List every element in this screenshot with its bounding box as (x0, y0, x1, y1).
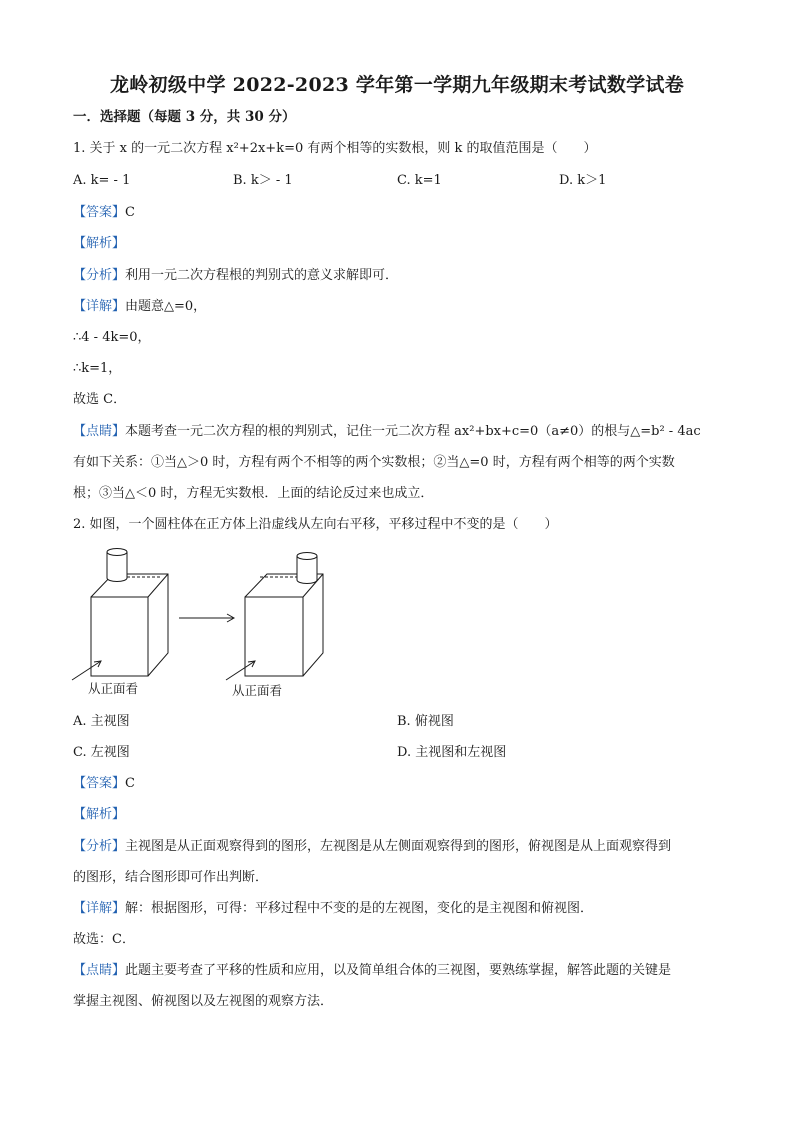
q1-dianjing-line3: 根；③当△＜0 时，方程无实数根．上面的结论反过来也成立． (73, 486, 434, 501)
right-arrow (179, 614, 234, 622)
page-title: 龙岭初级中学 2022-2023 学年第一学期九年级期末考试数学试卷 (109, 74, 685, 96)
xiangjie-text: 解：根据图形，可得：平移过程中不变的是的左视图，变化的是主视图和俯视图． (125, 901, 594, 916)
left-cube (91, 574, 168, 676)
answer-value: C (125, 205, 135, 220)
q2-fenxi-line1 (73, 838, 671, 856)
fenxi-tag: 【分析】 (73, 839, 126, 854)
xiangjie-tag: 【详解】 (73, 299, 126, 314)
dianjing-tag: 【点睛】 (73, 963, 126, 978)
q1-option-b: B. k＞ - 1 (233, 173, 293, 188)
q1-step2: ∴k=1， (73, 361, 122, 376)
right-cylinder (297, 553, 317, 584)
section-heading: 一．选择题（每题 3 分，共 30 分） (73, 109, 296, 125)
q1-analysis-tag: 【解析】 (73, 236, 126, 251)
q2-stem: 2. 如图，一个圆柱体在正方体上沿虚线从左向右平移，平移过程中不变的是（ ） (73, 517, 558, 532)
right-view-label: 从正面看 (232, 683, 283, 698)
q2-dianjing-line1 (73, 962, 671, 980)
right-cube (245, 574, 323, 676)
left-view-label: 从正面看 (88, 681, 139, 696)
q2-choose: 故选：C． (73, 932, 135, 947)
q2-option-d: D. 主视图和左视图 (397, 745, 507, 760)
xiangjie-text: 由题意△=0， (125, 299, 207, 314)
q2-fenxi-line2: 的图形，结合图形即可作出判断． (73, 870, 269, 885)
q2-analysis-tag: 【解析】 (73, 807, 126, 822)
q1-choose: 故选 C． (73, 392, 127, 407)
q1-option-d: D. k＞1 (559, 173, 607, 188)
q1-option-a: A. k= - 1 (73, 173, 131, 188)
fenxi-tag: 【分析】 (73, 268, 126, 283)
q1-answer (73, 204, 135, 222)
fenxi-text: 主视图是从正面观察得到的图形，左视图是从左侧面观察得到的图形，俯视图是从上面观察得到 (125, 839, 672, 854)
q1-fenxi (73, 267, 398, 285)
q1-option-c: C. k=1 (397, 173, 442, 188)
q1-xiangjie (73, 298, 206, 316)
q2-option-b: B. 俯视图 (397, 714, 454, 729)
left-cylinder (107, 549, 127, 582)
dianjing-text: 此题主要考查了平移的性质和应用，以及简单组合体的三视图，要熟练掌握，解答此题的关键是 (125, 963, 672, 978)
q1-step1: ∴4 - 4k=0， (73, 330, 151, 345)
q1-stem: 1. 关于 x 的一元二次方程 x²+2x+k=0 有两个相等的实数根，则 k 的取值范围是（ ） (73, 141, 597, 156)
dianjing-text: 本题考查一元二次方程的根的判别式，记住一元二次方程 ax²+bx+c=0（a≠0）的根与△=b² - 4ac (125, 424, 701, 439)
answer-tag: 【答案】 (73, 205, 126, 220)
answer-tag: 【答案】 (73, 776, 126, 791)
xiangjie-tag: 【详解】 (73, 901, 126, 916)
q2-xiangjie (73, 900, 593, 918)
q1-dianjing-line1 (73, 423, 701, 441)
answer-value: C (125, 776, 135, 791)
dianjing-tag: 【点睛】 (73, 424, 126, 439)
q2-option-a: A. 主视图 (73, 714, 130, 729)
q2-figure (60, 540, 360, 705)
q1-dianjing-line2: 有如下关系：①当△＞0 时，方程有两个不相等的两个实数根；②当△=0 时，方程有两个相等的两个实数 (73, 455, 675, 470)
q2-dianjing-line2: 掌握主视图、俯视图以及左视图的观察方法． (73, 994, 334, 1009)
fenxi-text: 利用一元二次方程根的判别式的意义求解即可． (125, 268, 399, 283)
q2-option-c: C. 左视图 (73, 745, 130, 760)
q2-answer (73, 775, 135, 793)
